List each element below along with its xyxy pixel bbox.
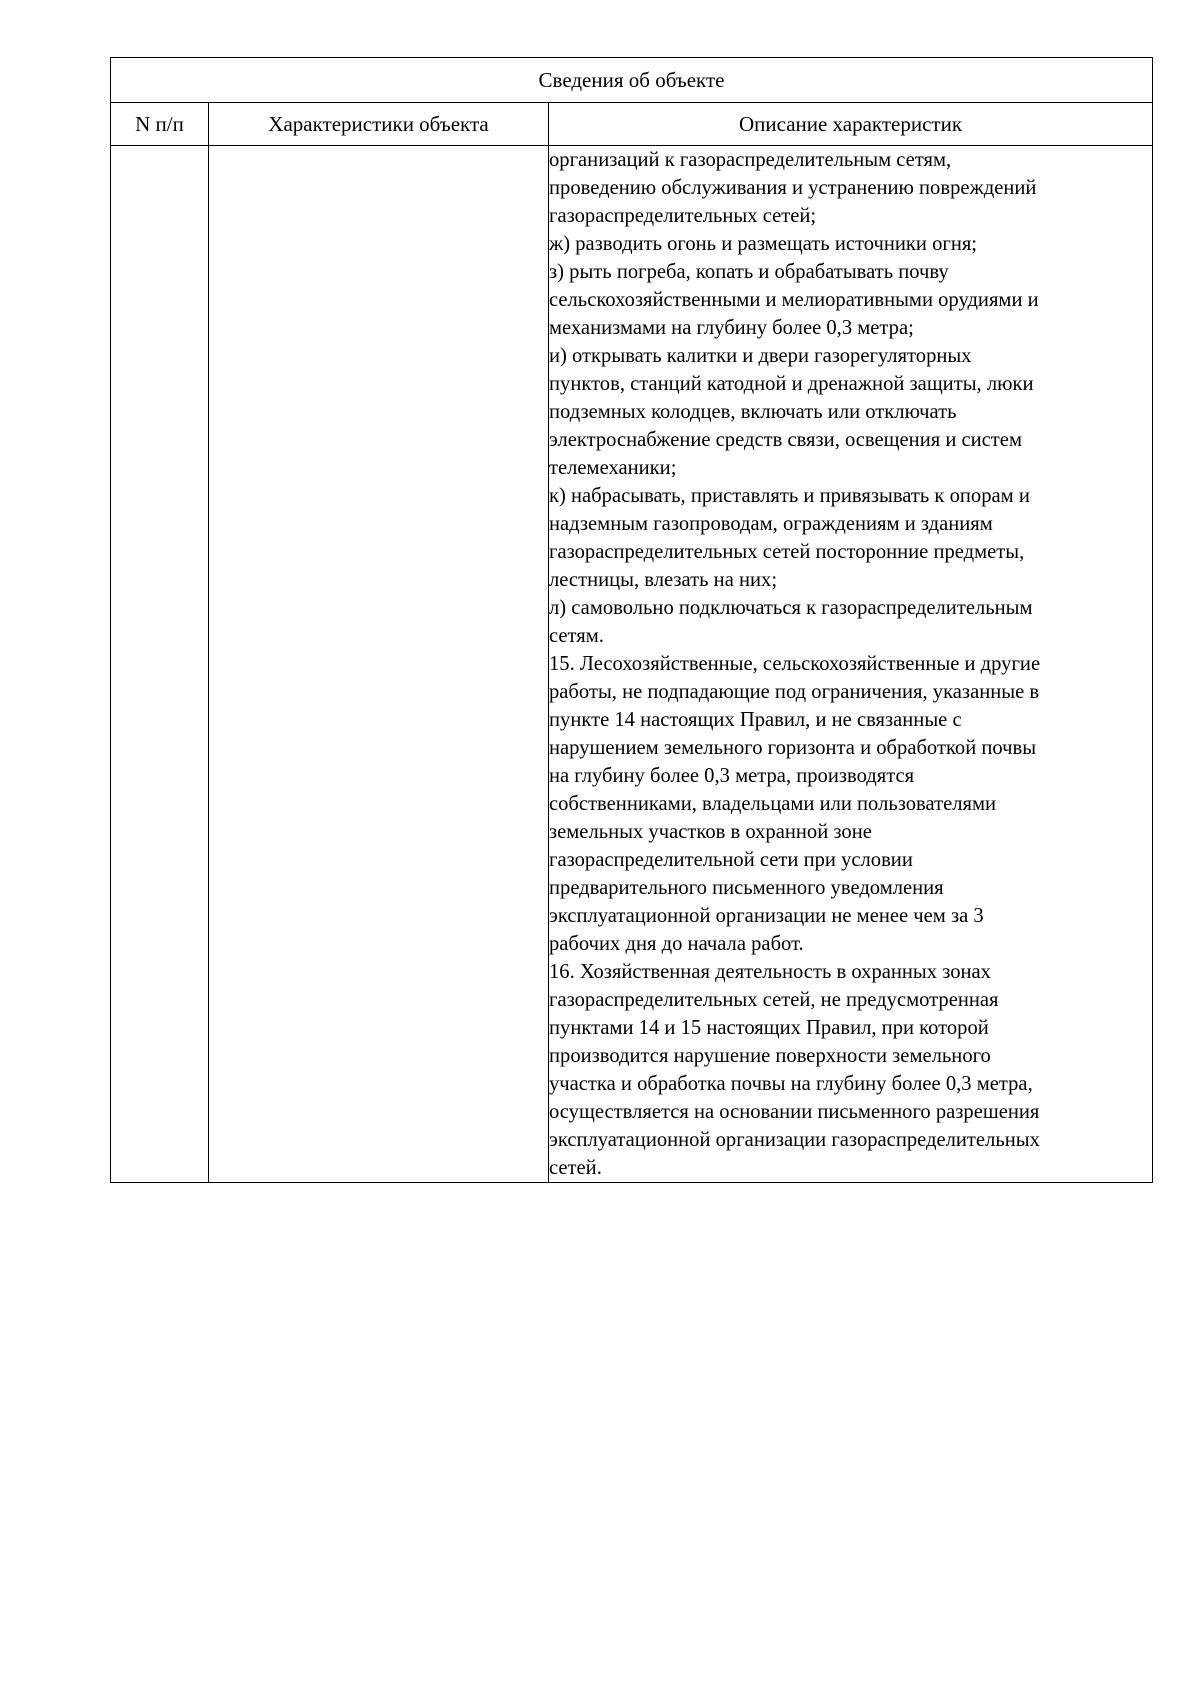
description-line: газораспределительных сетей, не предусмотренная [549,989,999,1011]
table-title: Сведения об объекте [111,58,1153,103]
description-line: сельскохозяйственными и мелиоративными орудиями и [549,289,1039,311]
description-line: сетям. [549,625,604,647]
description-line: проведению обслуживания и устранению повреждений [549,177,1037,199]
description-line: механизмами на глубину более 0,3 метра; [549,317,914,339]
description-line: надземным газопроводам, ограждениям и зданиям [549,513,993,535]
description-line: участка и обработка почвы на глубину более 0,3 метра, [549,1073,1033,1095]
description-line: сетей. [549,1157,602,1179]
description-line: пунктов, станций катодной и дренажной защиты, люки [549,373,1034,395]
description-line: газораспределительной сети при условии [549,849,913,871]
description-line: собственниками, владельцами или пользователями [549,793,997,815]
column-header-characteristics: Характеристики объекта [209,103,549,146]
description-line: эксплуатационной организации не менее чем за 3 [549,905,984,927]
description-line: л) самовольно подключаться к газораспределительным [549,597,1033,619]
description-line: нарушением земельного горизонта и обработкой почвы [549,737,1037,759]
description-line: подземных колодцев, включать или отключать [549,401,957,423]
description-line: производится нарушение поверхности земельного [549,1045,991,1067]
object-info-table [110,57,1153,1183]
description-line: осуществляется на основании письменного разрешения [549,1101,1040,1123]
table-title-row [111,58,1153,103]
column-header-description: Описание характеристик [549,103,1153,146]
description-line: пункте 14 настоящих Правил, и не связанные с [549,709,962,731]
table-row [111,146,1153,1183]
description-line: к) набрасывать, приставлять и привязывать к опорам и [549,485,1030,507]
description-line: пунктами 14 и 15 настоящих Правил, при которой [549,1017,989,1039]
description-line: предварительного письменного уведомления [549,877,944,899]
description-line: газораспределительных сетей посторонние предметы, [549,541,1025,563]
description-line: 16. Хозяйственная деятельность в охранных зонах [549,961,991,983]
description-line: телемеханики; [549,457,677,479]
description-line: организаций к газораспределительным сетям, [549,149,952,171]
description-line: земельных участков в охранной зоне [549,821,872,843]
table-header-row [111,103,1153,146]
description-line: 15. Лесохозяйственные, сельскохозяйственные и другие [549,653,1041,675]
description-line: и) открывать калитки и двери газорегуляторных [549,345,972,367]
description-line: электроснабжение средств связи, освещения и систем [549,429,1022,451]
description-line: эксплуатационной организации газораспределительных [549,1129,1040,1151]
description-line: лестницы, влезать на них; [549,569,778,591]
row-description-cell [549,146,1153,1183]
column-header-number: N п/п [111,103,209,146]
description-line: работы, не подпадающие под ограничения, указанные в [549,681,1040,703]
description-line: ж) разводить огонь и размещать источники огня; [549,233,978,255]
description-line: газораспределительных сетей; [549,205,817,227]
description-line: рабочих дня до начала работ. [549,933,804,955]
row-characteristic-cell [209,146,549,1183]
description-line: з) рыть погреба, копать и обрабатывать почву [549,261,949,283]
row-number-cell [111,146,209,1183]
description-line: на глубину более 0,3 метра, производятся [549,765,915,787]
